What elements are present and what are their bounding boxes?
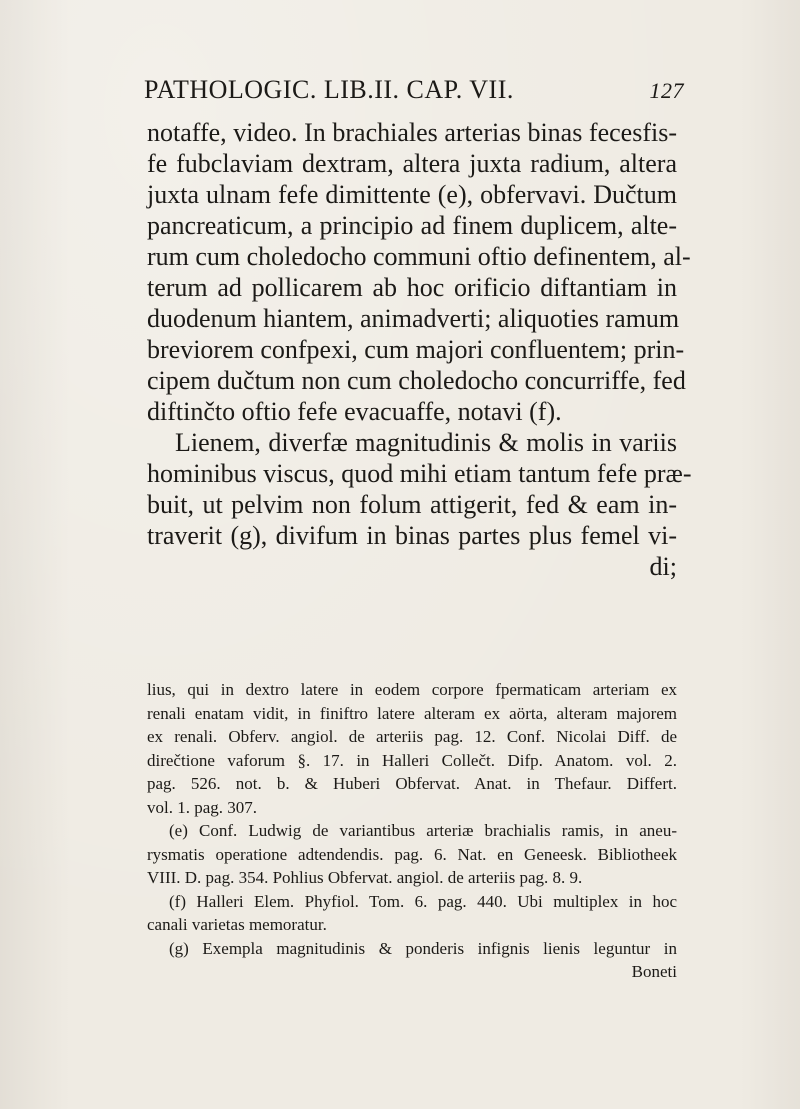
footnote-line: direčtione vaforum §. 17. in Halleri Collečt. Difp. Anatom. vol. 2.	[147, 750, 677, 770]
text-line: cipem dučtum non cum choledocho concurriffe, fed	[147, 366, 686, 395]
text-line: pancreaticum, a principio ad finem duplicem, alte-	[147, 211, 677, 240]
footnotes	[147, 678, 677, 984]
footnote-line: vol. 1. pag. 307.	[147, 797, 258, 817]
text-line: traverit (g), divifum in binas partes plus femel vi-	[147, 521, 677, 550]
text-line: Lienem, diverfæ magnitudinis & molis in variis	[175, 428, 677, 457]
text-line: diftinčto oftio fefe evacuaffe, notavi (f).	[147, 397, 562, 426]
footnote-line: pag. 526. not. b. & Huberi Obfervat. Anat. in Thefaur. Differt.	[147, 774, 677, 793]
footnote-f: (f) Halleri Elem. Phyfiol. Tom. 6. pag. 440. Ubi multiplex in hoc	[169, 891, 677, 911]
footnote-line: rysmatis operatione adtendendis. pag. 6. Nat. en Geneesk. Bibliotheek	[147, 844, 677, 864]
page-header	[144, 75, 684, 105]
text-line: hominibus viscus, quod mihi etiam tantum fefe præ-	[147, 459, 692, 488]
footnote-e: (e) Conf. Ludwig de variantibus arteriæ brachialis ramis, in aneu-	[169, 821, 677, 840]
footnote-g: (g) Exempla magnitudinis & ponderis infignis lienis leguntur in	[169, 938, 677, 958]
text-line: breviorem confpexi, cum majori confluentem; prin-	[147, 335, 685, 364]
main-text	[147, 117, 692, 582]
footnote-line: renali enatam vidit, in finiftro latere alteram ex aörta, alteram majorem	[147, 703, 677, 723]
running-head: PATHOLOGIC. LIB.II. CAP. VII.	[144, 75, 514, 104]
catchword: di;	[649, 552, 677, 581]
footnote-line: ex renali. Obferv. angiol. de arteriis pag. 12. Conf. Nicolai Diff. de	[147, 727, 677, 746]
footnote-catchword: Boneti	[631, 962, 677, 981]
text-line: fe fubclaviam dextram, altera juxta radium, altera	[147, 149, 677, 178]
text-line: duodenum hiantem, animadverti; aliquoties ramum	[147, 304, 680, 333]
page-number: 127	[649, 78, 684, 103]
footnote-line: VIII. D. pag. 354. Pohlius Obfervat. angiol. de arteriis pag. 8. 9.	[147, 868, 583, 887]
text-line: buit, ut pelvim non folum attigerit, fed & eam in-	[147, 490, 677, 519]
text-line: rum cum choledocho communi oftio definentem, al-	[147, 242, 691, 271]
text-line: juxta ulnam fefe dimittente (e), obfervavi. Dučtum	[147, 180, 677, 209]
text-line: notaffe, video. In brachiales arterias binas fecesfis-	[147, 118, 677, 147]
footnote-line: canali varietas memoratur.	[147, 915, 327, 934]
footnote-line: lius, qui in dextro latere in eodem corpore fpermaticam arteriam ex	[147, 680, 677, 699]
text-line: terum ad pollicarem ab hoc orificio diftantiam in	[147, 273, 677, 302]
